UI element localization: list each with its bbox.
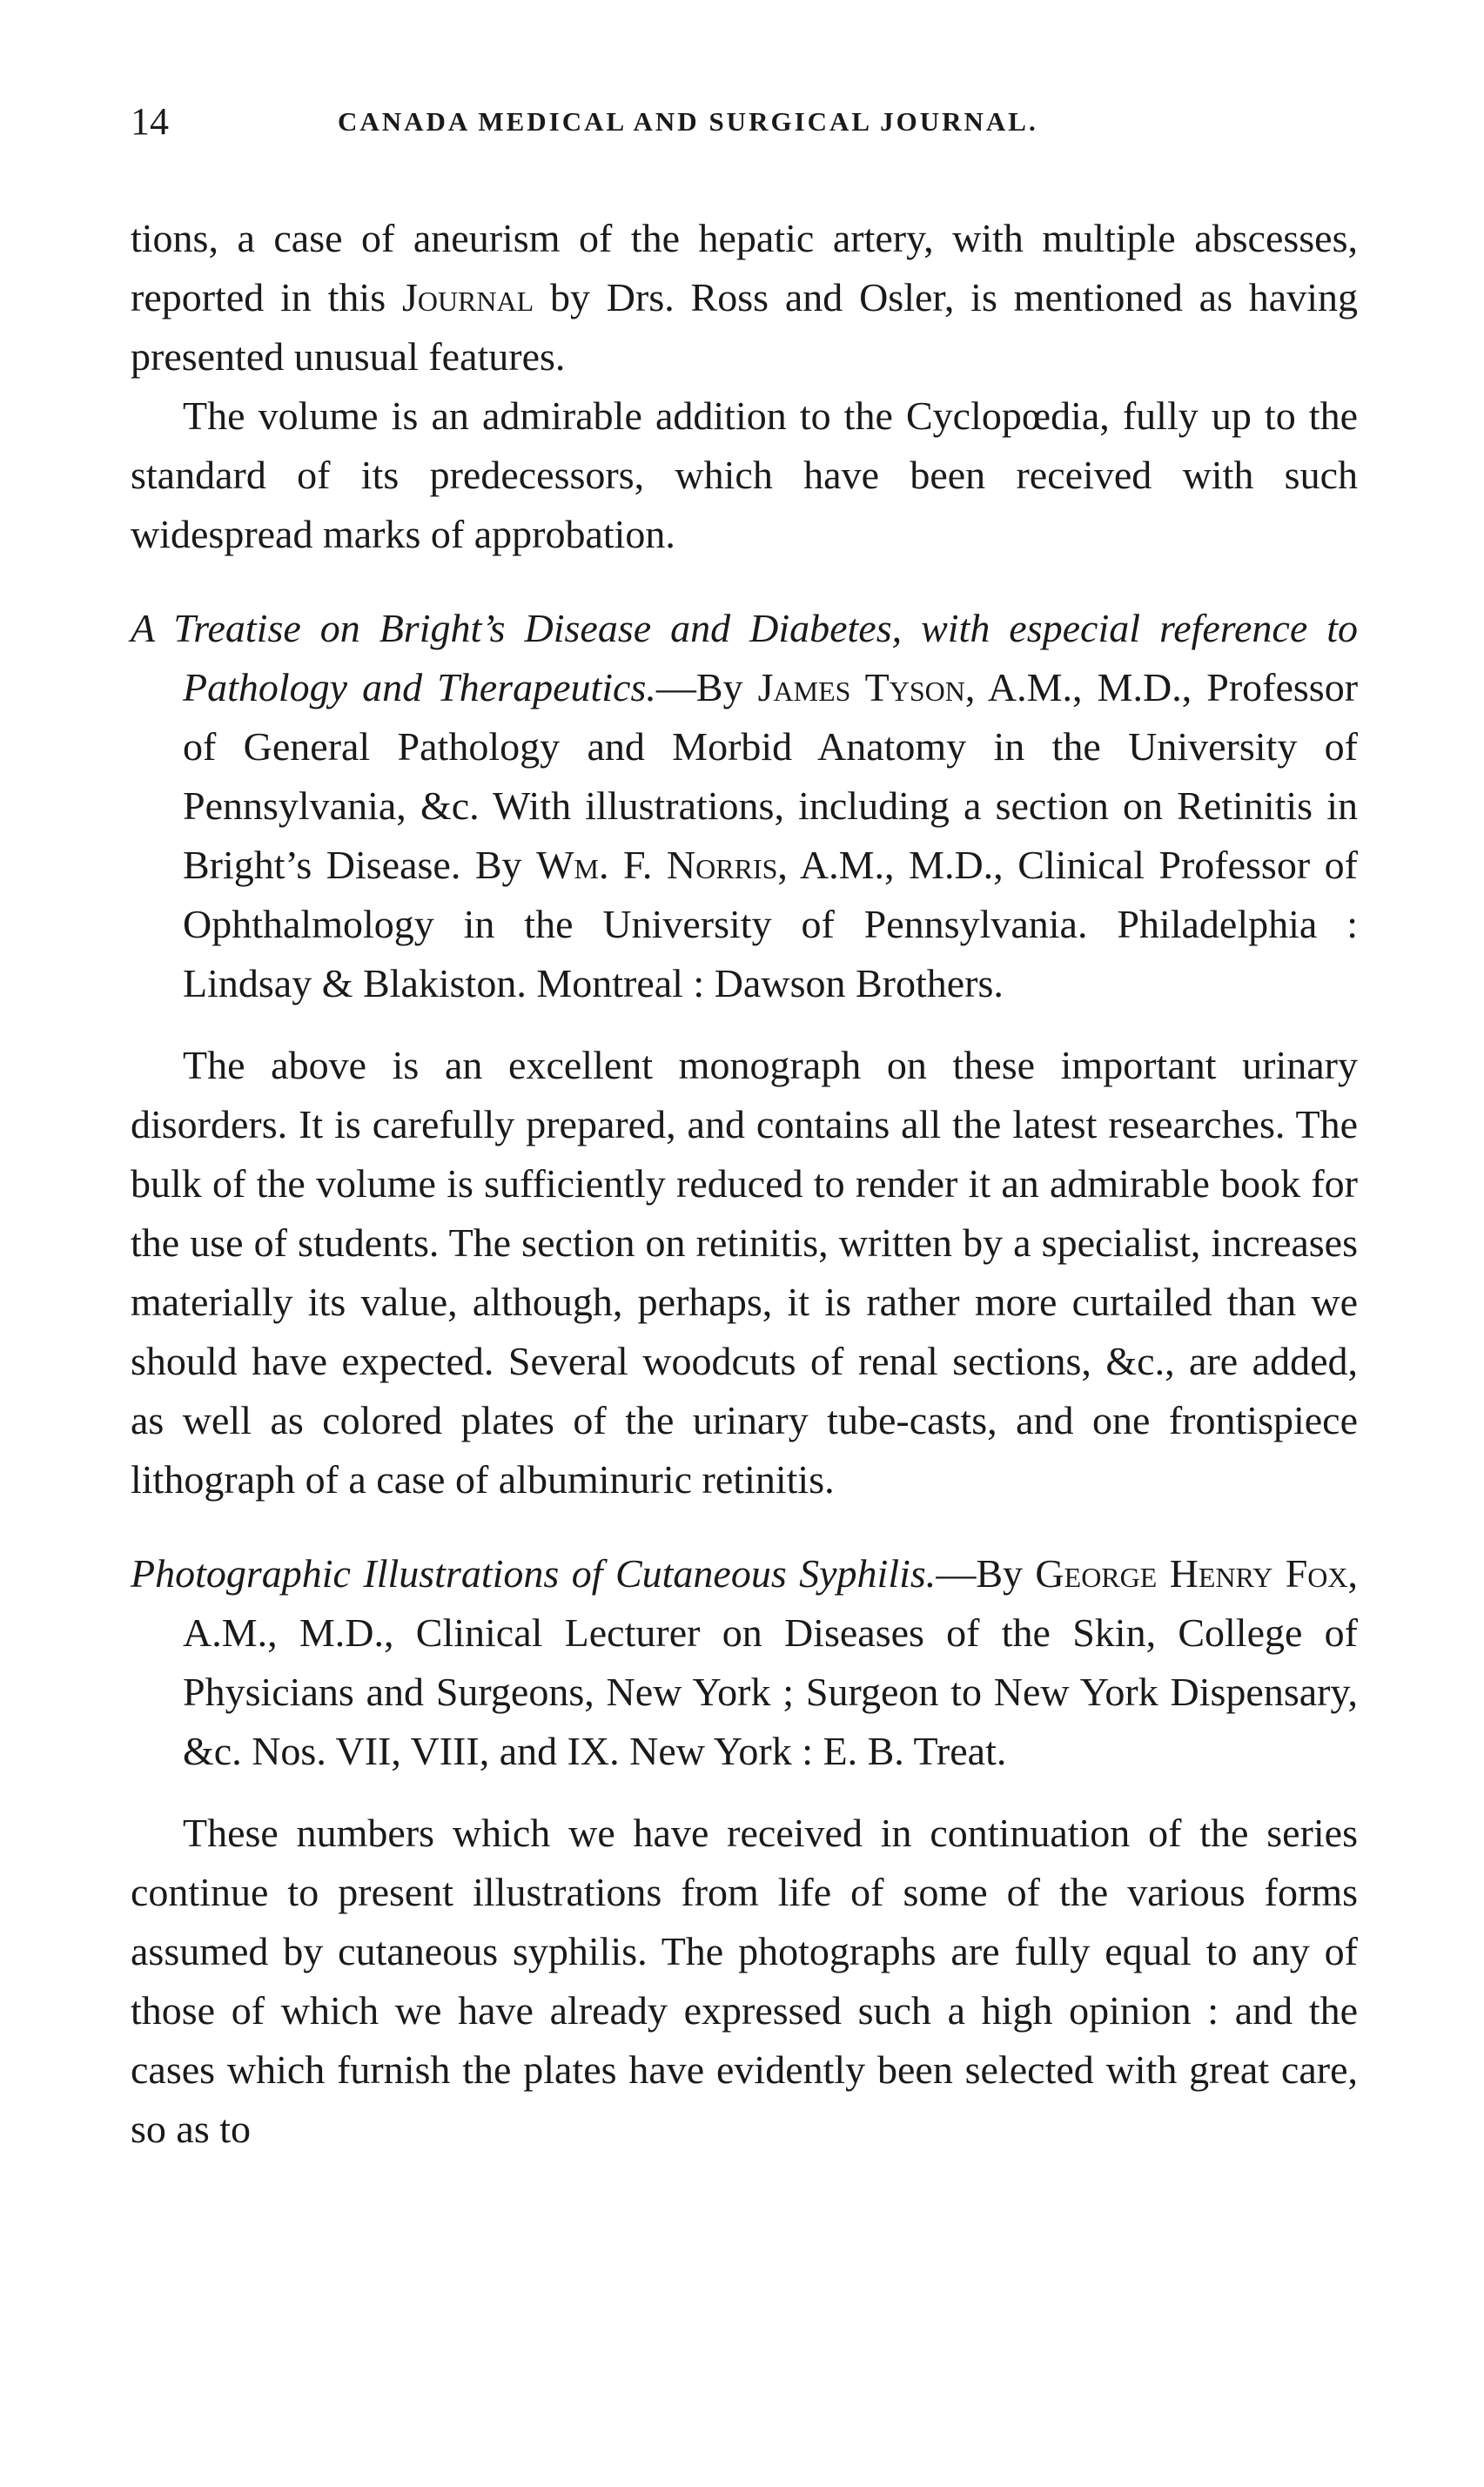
dash-by: —By [936, 1551, 1036, 1596]
review-brights-disease [131, 599, 1358, 1509]
journal-word: Journal [401, 275, 534, 319]
review-heading [131, 599, 1358, 1013]
review-heading [131, 1544, 1358, 1781]
author-details: , A.M., M.D., Clinical Lecturer on Diseases of the Skin, College of Physicians and Surgeons, New York ; Surgeon to New York Dispensary, &c. Nos. VII, VIII, and IX. New York : E. B. Treat. [183, 1551, 1359, 1773]
author-name: James Tyson [757, 665, 965, 709]
author-name: George Henry Fox [1035, 1551, 1348, 1596]
dash-by: —By [655, 665, 758, 709]
contributor-details: , A.M., M.D., Clinical Professor of Ophthalmology in the University of Pennsylvania. Philadelphia : Lindsay & Blakiston. Montreal : Dawson Brothers. [183, 843, 1358, 1005]
running-head [131, 96, 1358, 148]
review-body: The above is an excellent monograph on these important urinary disorders. It is carefully prepared, and contains all the latest researches. The bulk of the volume is sufficiently reduced to render it an admirable book for the use of students. The section on retinitis, written by a specialist, increases materially its value, although, perhaps, it is rather more curtailed than we should have expected. Several woodcuts of renal sections, &c., are added, as well as colored plates of the urinary tube-casts, and one frontispiece lithograph of a case of albuminuric retinitis. [131, 1043, 1358, 1502]
paragraph-text-a: tions, a case of aneurism of the hepatic artery, with multiple abscesses, reported in this [131, 216, 1358, 319]
journal-page [131, 96, 1358, 2159]
paragraph-text-b: by Drs. Ross and Osler, is mentioned as having presented unusual features. [131, 275, 1358, 379]
continued-paragraph [131, 209, 1358, 386]
review-cutaneous-syphilis [131, 1544, 1358, 2159]
volume-assessment-paragraph: The volume is an admirable addition to the Cyclopœdia, fully up to the standard of its predecessors, which have been received with such widespread marks of approbation. [131, 393, 1358, 556]
review-body: These numbers which we have received in continuation of the series continue to present illustrations from life of some of the various forms assumed by cutaneous syphilis. The photographs are fully equal to any of those of which we have already expressed such a high opinion : and the cases which furnish the plates have evidently been selected with great care, so as to [131, 1811, 1358, 2151]
page-number: 14 [131, 100, 169, 143]
book-title: Photographic Illustrations of Cutaneous Syphilis. [131, 1551, 937, 1596]
journal-title: CANADA MEDICAL AND SURGICAL JOURNAL. [338, 106, 1038, 137]
contributor-name: Wm. F. Norris [536, 843, 778, 887]
author-details: , A.M., M.D., Professor of General Pathology and Morbid Anatomy in the University of Pennsylvania, &c. With illustrations, including a section on Retinitis in Bright’s Disease. By [183, 665, 1359, 887]
book-title: A Treatise on Bright’s Disease and Diabetes, with especial reference to Pathology and Therapeutics. [131, 606, 1358, 709]
